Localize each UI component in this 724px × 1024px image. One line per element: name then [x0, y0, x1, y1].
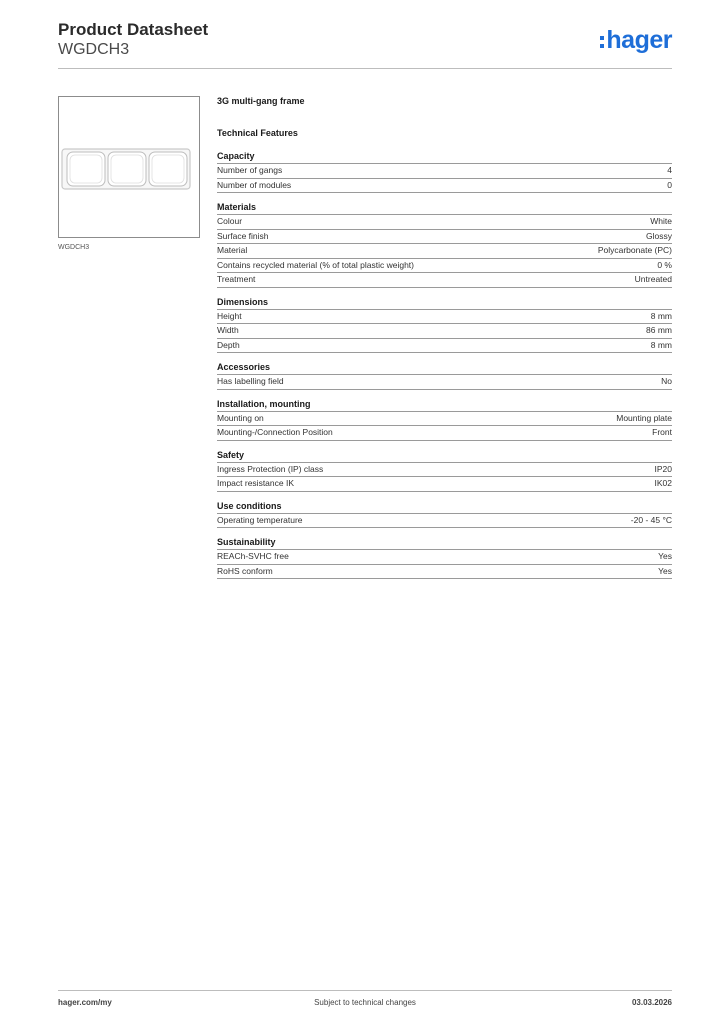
- logo-colon-icon: [600, 36, 604, 48]
- spec-row: [217, 426, 672, 441]
- section-title: Use conditions: [217, 500, 672, 514]
- spec-label: Number of modules: [217, 179, 292, 190]
- section-title: Accessories: [217, 361, 672, 375]
- spec-section: [217, 201, 672, 288]
- spec-label: Height: [217, 310, 242, 321]
- spec-label: REACh-SVHC free: [217, 551, 289, 561]
- spec-row: [217, 412, 672, 427]
- spec-value: Polycarbonate (PC): [597, 245, 672, 255]
- image-caption: WGDCH3: [58, 244, 90, 251]
- spec-label: Number of gangs: [217, 165, 283, 175]
- spec-value: IP20: [654, 463, 672, 474]
- section-title: Capacity: [217, 150, 672, 164]
- specification-content: [217, 96, 672, 587]
- header-divider: [58, 68, 672, 69]
- spec-value: Untreated: [634, 274, 672, 284]
- spec-section: [217, 536, 672, 579]
- spec-row: [217, 230, 672, 245]
- footer-divider: [58, 990, 672, 991]
- section-title: Sustainability: [217, 536, 672, 550]
- hager-logo: [600, 26, 672, 54]
- spec-label: Mounting on: [217, 412, 264, 423]
- spec-value: IK02: [654, 478, 672, 488]
- page-header: [58, 20, 672, 68]
- spec-value: No: [661, 376, 672, 386]
- document-title: Product Datasheet: [58, 20, 209, 39]
- logo-text: hager: [606, 26, 672, 54]
- spec-label: Material: [217, 245, 248, 255]
- spec-section: [217, 361, 672, 390]
- spec-row: [217, 565, 672, 580]
- spec-value: Mounting plate: [616, 412, 672, 423]
- spec-label: Mounting-/Connection Position: [217, 427, 333, 437]
- spec-value: Glossy: [646, 230, 672, 241]
- spec-label: Contains recycled material (% of total plastic weight): [217, 259, 414, 270]
- spec-label: Operating temperature: [217, 514, 303, 525]
- section-title: Dimensions: [217, 296, 672, 310]
- spec-label: Depth: [217, 339, 240, 350]
- spec-value: 8 mm: [650, 339, 672, 350]
- spec-value: Yes: [658, 551, 672, 561]
- spec-label: Width: [217, 325, 239, 335]
- spec-section: [217, 500, 672, 529]
- spec-row: [217, 259, 672, 274]
- spec-row: [217, 215, 672, 230]
- section-title: Materials: [217, 201, 672, 215]
- spec-label: Colour: [217, 216, 243, 226]
- spec-value: 0 %: [657, 259, 672, 270]
- spec-row: [217, 550, 672, 565]
- spec-label: Treatment: [217, 274, 256, 284]
- spec-value: -20 - 45 °C: [630, 514, 672, 525]
- spec-value: 4: [667, 165, 672, 175]
- footer-notice: Subject to technical changes: [314, 998, 416, 1007]
- spec-value: 8 mm: [650, 310, 672, 321]
- spec-label: RoHS conform: [217, 565, 273, 576]
- spec-label: Surface finish: [217, 230, 269, 241]
- product-image: [58, 96, 200, 238]
- section-title: Installation, mounting: [217, 398, 672, 412]
- product-name: 3G multi-gang frame: [217, 96, 305, 106]
- spec-label: Ingress Protection (IP) class: [217, 463, 324, 474]
- spec-section: [217, 150, 672, 193]
- spec-value: 0: [667, 179, 672, 190]
- spec-row: [217, 477, 672, 492]
- spec-row: [217, 164, 672, 179]
- spec-section: [217, 398, 672, 441]
- spec-value: 86 mm: [646, 325, 672, 335]
- spec-label: Impact resistance IK: [217, 478, 295, 488]
- spec-row: [217, 339, 672, 354]
- spec-value: White: [650, 216, 672, 226]
- spec-row: [217, 179, 672, 194]
- spec-row: [217, 273, 672, 288]
- spec-row: [217, 514, 672, 529]
- spec-row: [217, 244, 672, 259]
- spec-section: [217, 296, 672, 354]
- spec-row: [217, 375, 672, 390]
- section-title: Safety: [217, 449, 672, 463]
- spec-section: [217, 449, 672, 492]
- spec-value: Front: [652, 427, 672, 437]
- footer-website: hager.com/my: [58, 998, 112, 1007]
- features-heading: Technical Features: [217, 128, 298, 138]
- spec-sections: [217, 150, 672, 579]
- triple-frame-icon: [59, 97, 199, 237]
- product-code: WGDCH3: [58, 41, 130, 58]
- spec-row: [217, 310, 672, 325]
- spec-row: [217, 324, 672, 339]
- spec-value: Yes: [658, 565, 672, 576]
- footer-date: 03.03.2026: [631, 998, 672, 1007]
- spec-label: Has labelling field: [217, 376, 284, 386]
- spec-row: [217, 463, 672, 478]
